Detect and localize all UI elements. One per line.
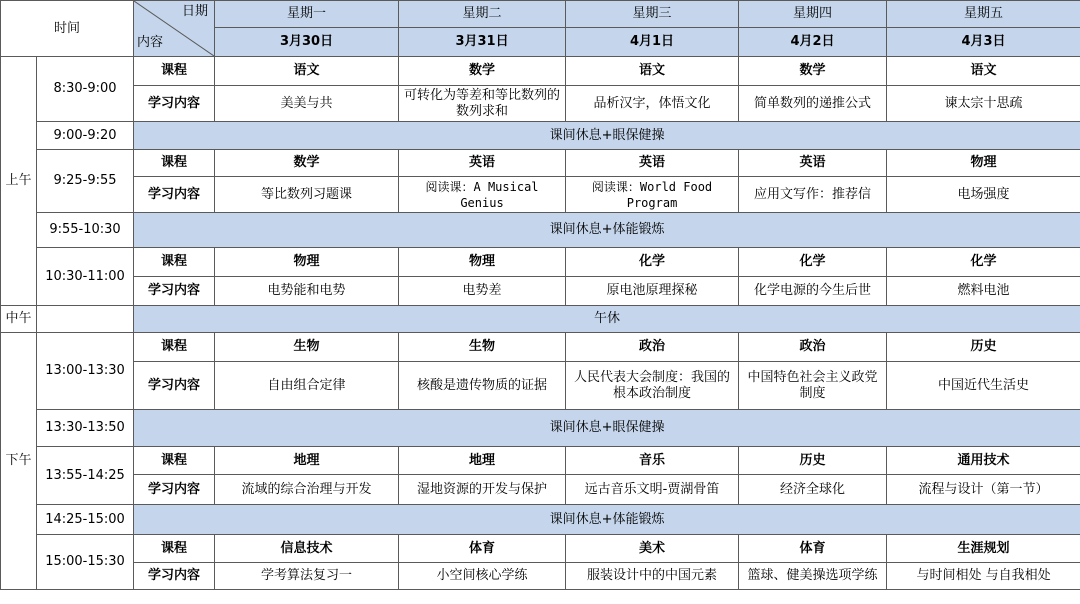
date-thu: 4月2日 bbox=[739, 28, 887, 57]
break-row bbox=[1, 213, 1080, 248]
content-cell: 简单数列的递推公式 bbox=[739, 86, 887, 122]
weekday-mon: 星期一 bbox=[215, 1, 399, 28]
course-cell: 生物 bbox=[399, 333, 566, 362]
course-cell: 地理 bbox=[399, 447, 566, 475]
course-row bbox=[1, 333, 1080, 362]
content-cell: 核酸是遗传物质的证据 bbox=[399, 362, 566, 410]
break-band: 课间休息+体能锻炼 bbox=[134, 213, 1080, 248]
course-row bbox=[1, 150, 1080, 177]
course-cell: 数学 bbox=[739, 57, 887, 86]
course-row bbox=[1, 248, 1080, 277]
course-cell: 英语 bbox=[739, 150, 887, 177]
course-cell: 数学 bbox=[399, 57, 566, 86]
lunch-band: 午休 bbox=[134, 306, 1080, 333]
time-slot: 13:00-13:30 bbox=[37, 333, 134, 410]
course-row-label: 课程 bbox=[134, 535, 215, 563]
break-band: 课间休息+眼保健操 bbox=[134, 122, 1080, 150]
content-cell: 可转化为等差和等比数列的数列求和 bbox=[399, 86, 566, 122]
course-cell: 语文 bbox=[566, 57, 739, 86]
weekday-tue: 星期二 bbox=[399, 1, 566, 28]
course-cell: 化学 bbox=[566, 248, 739, 277]
weekday-wed: 星期三 bbox=[566, 1, 739, 28]
header-row-weekday bbox=[1, 1, 1080, 28]
content-cell: 学考算法复习一 bbox=[215, 563, 399, 590]
weekday-thu: 星期四 bbox=[739, 1, 887, 28]
course-cell: 体育 bbox=[399, 535, 566, 563]
period-noon: 中午 bbox=[1, 306, 37, 333]
corner-cell bbox=[134, 1, 215, 57]
course-cell: 物理 bbox=[887, 150, 1080, 177]
date-fri: 4月3日 bbox=[887, 28, 1080, 57]
course-row-label: 课程 bbox=[134, 57, 215, 86]
content-row bbox=[1, 563, 1080, 590]
break-band: 课间休息+体能锻炼 bbox=[134, 505, 1080, 535]
time-slot: 13:55-14:25 bbox=[37, 447, 134, 505]
date-axis-label: 日期 bbox=[182, 4, 209, 19]
course-cell: 物理 bbox=[399, 248, 566, 277]
time-slot bbox=[37, 306, 134, 333]
course-cell: 英语 bbox=[566, 150, 739, 177]
content-row-label: 学习内容 bbox=[134, 86, 215, 122]
content-cell: 流程与设计（第一节） bbox=[887, 475, 1080, 505]
content-row bbox=[1, 362, 1080, 410]
content-cell: 品析汉字，体悟文化 bbox=[566, 86, 739, 122]
course-cell: 历史 bbox=[887, 333, 1080, 362]
time-slot: 10:30-11:00 bbox=[37, 248, 134, 306]
content-cell: 人民代表大会制度：我国的根本政治制度 bbox=[566, 362, 739, 410]
content-cell: 美美与共 bbox=[215, 86, 399, 122]
course-cell: 生涯规划 bbox=[887, 535, 1080, 563]
content-cell: 自由组合定律 bbox=[215, 362, 399, 410]
course-cell: 数学 bbox=[215, 150, 399, 177]
course-cell: 语文 bbox=[887, 57, 1080, 86]
content-cell: 与时间相处 与自我相处 bbox=[887, 563, 1080, 590]
weekday-fri: 星期五 bbox=[887, 1, 1080, 28]
course-row bbox=[1, 57, 1080, 86]
time-slot: 14:25-15:00 bbox=[37, 505, 134, 535]
content-cell: 湿地资源的开发与保护 bbox=[399, 475, 566, 505]
content-row bbox=[1, 475, 1080, 505]
date-wed: 4月1日 bbox=[566, 28, 739, 57]
course-cell: 生物 bbox=[215, 333, 399, 362]
content-cell: 篮球、健美操选项学练 bbox=[739, 563, 887, 590]
course-cell: 美术 bbox=[566, 535, 739, 563]
content-cell: 经济全球化 bbox=[739, 475, 887, 505]
content-cell: 等比数列习题课 bbox=[215, 177, 399, 213]
content-row-label: 学习内容 bbox=[134, 362, 215, 410]
course-row bbox=[1, 535, 1080, 563]
content-cell: 原电池原理探秘 bbox=[566, 277, 739, 306]
break-row bbox=[1, 122, 1080, 150]
content-cell: 小空间核心学练 bbox=[399, 563, 566, 590]
period-morning: 上午 bbox=[1, 57, 37, 306]
course-row-label: 课程 bbox=[134, 447, 215, 475]
date-tue: 3月31日 bbox=[399, 28, 566, 57]
content-cell: 阅读课：A Musical Genius bbox=[399, 177, 566, 213]
course-cell: 体育 bbox=[739, 535, 887, 563]
content-cell: 中国近代生活史 bbox=[887, 362, 1080, 410]
course-row-label: 课程 bbox=[134, 150, 215, 177]
content-cell: 服装设计中的中国元素 bbox=[566, 563, 739, 590]
period-afternoon: 下午 bbox=[1, 333, 37, 590]
content-cell: 阅读课：World Food Program bbox=[566, 177, 739, 213]
date-mon: 3月30日 bbox=[215, 28, 399, 57]
content-row bbox=[1, 86, 1080, 122]
content-cell: 电势差 bbox=[399, 277, 566, 306]
content-cell: 电场强度 bbox=[887, 177, 1080, 213]
content-axis-label: 内容 bbox=[137, 35, 164, 50]
content-row-label: 学习内容 bbox=[134, 475, 215, 505]
break-row bbox=[1, 410, 1080, 447]
content-row-label: 学习内容 bbox=[134, 277, 215, 306]
content-cell: 谏太宗十思疏 bbox=[887, 86, 1080, 122]
time-slot: 13:30-13:50 bbox=[37, 410, 134, 447]
content-cell: 应用文写作：推荐信 bbox=[739, 177, 887, 213]
time-slot: 9:55-10:30 bbox=[37, 213, 134, 248]
content-row-label: 学习内容 bbox=[134, 177, 215, 213]
time-slot: 15:00-15:30 bbox=[37, 535, 134, 590]
course-cell: 音乐 bbox=[566, 447, 739, 475]
course-cell: 政治 bbox=[739, 333, 887, 362]
course-cell: 化学 bbox=[887, 248, 1080, 277]
course-cell: 地理 bbox=[215, 447, 399, 475]
course-cell: 物理 bbox=[215, 248, 399, 277]
time-slot: 8:30-9:00 bbox=[37, 57, 134, 122]
content-cell: 流域的综合治理与开发 bbox=[215, 475, 399, 505]
course-cell: 政治 bbox=[566, 333, 739, 362]
content-row bbox=[1, 177, 1080, 213]
content-cell: 中国特色社会主义政党制度 bbox=[739, 362, 887, 410]
content-cell: 远古音乐文明-贾湖骨笛 bbox=[566, 475, 739, 505]
content-cell: 燃料电池 bbox=[887, 277, 1080, 306]
course-row-label: 课程 bbox=[134, 333, 215, 362]
course-cell: 化学 bbox=[739, 248, 887, 277]
course-cell: 通用技术 bbox=[887, 447, 1080, 475]
time-header: 时间 bbox=[1, 1, 134, 57]
time-slot: 9:25-9:55 bbox=[37, 150, 134, 213]
course-cell: 语文 bbox=[215, 57, 399, 86]
content-row bbox=[1, 277, 1080, 306]
time-slot: 9:00-9:20 bbox=[37, 122, 134, 150]
content-row-label: 学习内容 bbox=[134, 563, 215, 590]
course-row bbox=[1, 447, 1080, 475]
break-row bbox=[1, 505, 1080, 535]
course-cell: 信息技术 bbox=[215, 535, 399, 563]
noon-row bbox=[1, 306, 1080, 333]
course-cell: 历史 bbox=[739, 447, 887, 475]
course-row-label: 课程 bbox=[134, 248, 215, 277]
course-cell: 英语 bbox=[399, 150, 566, 177]
break-band: 课间休息+眼保健操 bbox=[134, 410, 1080, 447]
content-cell: 化学电源的今生后世 bbox=[739, 277, 887, 306]
content-cell: 电势能和电势 bbox=[215, 277, 399, 306]
